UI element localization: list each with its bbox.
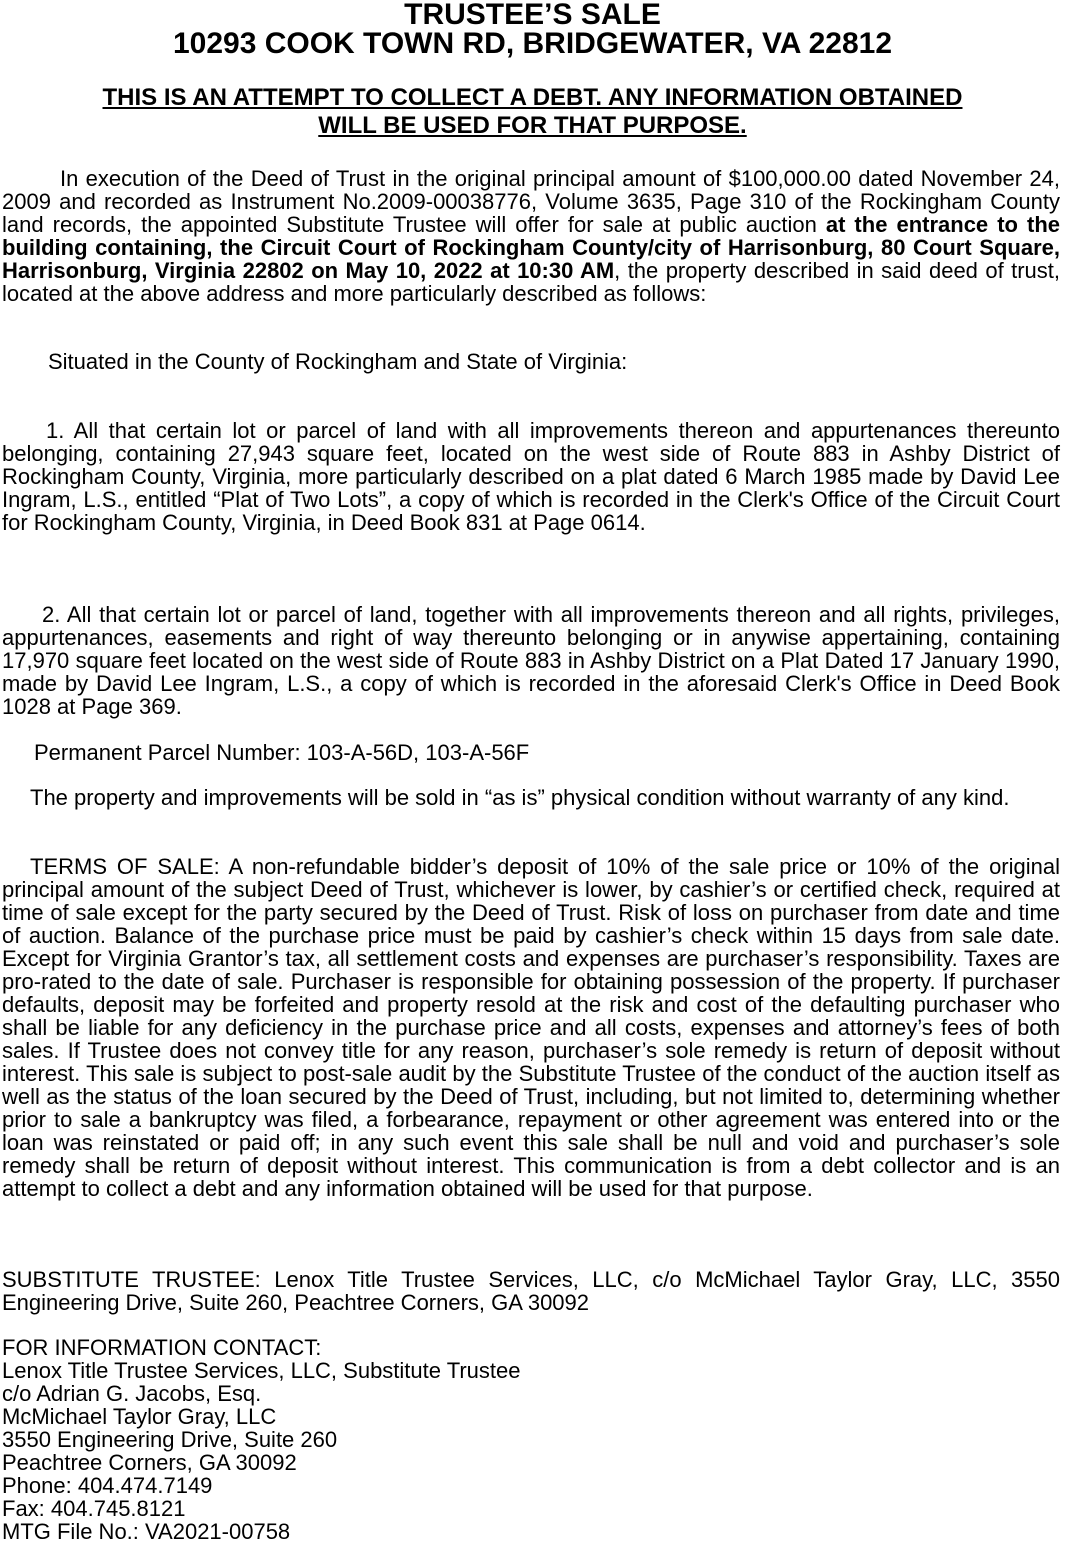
intro-text-before: In execution of the Deed of Trust in the original principal amount of $100,000.00 dated November 24, 2009 and recorded as Instrument No.2009-00038776, Volume 3635, Page 310 of the Rockingham County land records, the appointed Substitute Trustee will offer for sale at public auction bbox=[2, 166, 1060, 237]
terms-of-sale: TERMS OF SALE: A non-refundable bidder’s deposit of 10% of the sale price or 10% of the original principal amount of the subject Deed of Trust, whichever is lower, by cashier’s or certified check, required at time of sale except for the party secured by the Deed of Trust. Risk of loss on purchaser from date and time of auction. Balance of the purchase price must be paid by cashier’s check within 15 days from sale date. Except for Virginia Grantor’s tax, all settlement costs and expenses are purchaser’s responsibility. Taxes are pro-rated to the date of sale. Purchaser is responsible for obtaining possession of the property. If purchaser defaults, deposit may be forfeited and property resold at the risk and cost of the defaulting purchaser who shall be liable for any deficiency in the purchase price and all costs, expenses and attorney’s fees of both sales. If Trustee does not convey title for any reason, purchaser’s sole remedy is return of deposit without interest. This sale is subject to post-sale audit by the Substitute Trustee of the conduct of the auction itself as well as the status of the loan secured by the Deed of Trust, including, but not limited to, determining whether prior to sale a bankruptcy was filed, a forbearance, repayment or other agreement was entered into or the loan was reinstated or paid off; in any such event this sale shall be null and void and purchaser’s sole remedy shall be return of deposit without interest. This communication is from a debt collector and is an attempt to collect a debt and any information obtained will be used for that purpose. bbox=[2, 854, 1060, 1201]
contact-block bbox=[2, 1336, 1060, 1543]
notice-title: TRUSTEE’S SALE bbox=[404, 0, 661, 31]
parcel-2-description: 2. All that certain lot or parcel of land, together with all improvements thereon and all rights, privileges, appurtenances, easements and right of way thereunto belonging or in anywise appertaining, containing 17,970 square feet located on the west side of Route 883 in Ashby District on a Plat Dated 17 January 1990, made by David Lee Ingram, L.S., a copy of which is recorded in the aforesaid Clerk's Office in Deed Book 1028 at Page 369. bbox=[2, 602, 1060, 719]
property-address: 10293 COOK TOWN RD, BRIDGEWATER, VA 22812 bbox=[172, 27, 893, 60]
contact-line: 3550 Engineering Drive, Suite 260 bbox=[2, 1427, 338, 1452]
intro-paragraph bbox=[2, 167, 1060, 305]
debt-notice-line-2: WILL BE USED FOR THAT PURPOSE. bbox=[318, 112, 747, 139]
contact-line: Lenox Title Trustee Services, LLC, Substitute Trustee bbox=[2, 1358, 521, 1383]
as-is-condition: The property and improvements will be sold in “as is” physical condition without warranty of any kind. bbox=[30, 785, 1010, 810]
substitute-trustee: SUBSTITUTE TRUSTEE: Lenox Title Trustee Services, LLC, c/o McMichael Taylor Gray, LLC, 3550 Engineering Drive, Suite 260, Peachtree Corners, GA 30092 bbox=[2, 1267, 1060, 1315]
parcel-1-description: 1. All that certain lot or parcel of land with all improvements thereon and appurtenances thereunto belonging, containing 27,943 square feet, located on the west side of Route 883 in Ashby District of Rockingham County, Virginia, more particularly described on a plat dated 6 March 1985 made by David Lee Ingram, L.S., entitled “Plat of Two Lots”, a copy of which is recorded in the Clerk's Office of the Circuit Court for Rockingham County, Virginia, in Deed Book 831 at Page 0614. bbox=[2, 418, 1060, 535]
sale-location-and-date: at the entrance to the building containing, the Circuit Court of Rockingham County/city of Harrisonburg, 80 Court Square, Harrisonburg, Virginia 22802 on May 10, 2022 at 10:30 AM bbox=[2, 212, 1060, 283]
debt-notice-line-1: THIS IS AN ATTEMPT TO COLLECT A DEBT. ANY INFORMATION OBTAINED bbox=[102, 84, 963, 111]
contact-phone: Phone: 404.474.7149 bbox=[2, 1473, 213, 1498]
permanent-parcel-number: Permanent Parcel Number: 103-A-56D, 103-A-56F bbox=[34, 740, 530, 765]
contact-line: McMichael Taylor Gray, LLC bbox=[2, 1404, 277, 1429]
situated-statement: Situated in the County of Rockingham and State of Virginia: bbox=[48, 349, 628, 374]
mtg-file-number: MTG File No.: VA2021-00758 bbox=[2, 1519, 291, 1544]
contact-heading: FOR INFORMATION CONTACT: bbox=[2, 1335, 322, 1360]
contact-line: c/o Adrian G. Jacobs, Esq. bbox=[2, 1381, 262, 1406]
intro-text-after: , the property described in said deed of trust, located at the above address and more particularly described as follows: bbox=[2, 258, 1061, 306]
contact-fax: Fax: 404.745.8121 bbox=[2, 1496, 186, 1521]
contact-line: Peachtree Corners, GA 30092 bbox=[2, 1450, 297, 1475]
